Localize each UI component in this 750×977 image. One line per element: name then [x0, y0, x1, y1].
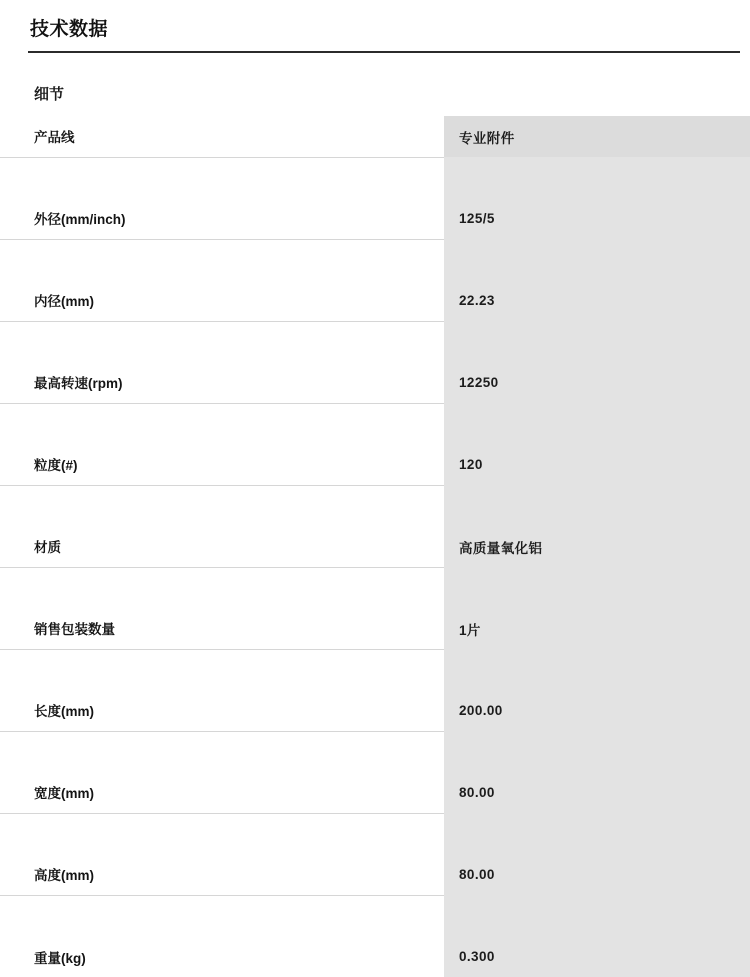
row-divider-fill [444, 895, 750, 936]
section-heading: 细节 [34, 86, 65, 103]
row-divider-fill [444, 321, 750, 362]
specifications-table-body [0, 116, 750, 977]
row-divider-line [0, 485, 444, 526]
row-divider [0, 321, 750, 362]
row-divider [0, 649, 750, 690]
row-divider [0, 895, 750, 936]
spec-key: 粒度(#) [0, 444, 444, 485]
row-divider [0, 239, 750, 280]
spec-key: 外径(mm/inch) [0, 198, 444, 239]
page-title: 技术数据 [30, 19, 109, 40]
spec-value: 200.00 [444, 690, 750, 731]
row-divider-fill [444, 731, 750, 772]
table-row [0, 116, 750, 157]
row-divider [0, 157, 750, 198]
spec-value: 22.23 [444, 280, 750, 321]
spec-value: 80.00 [444, 772, 750, 813]
table-row [0, 198, 750, 239]
spec-key: 高度(mm) [0, 854, 444, 895]
table-row [0, 608, 750, 649]
spec-value: 1片 [444, 608, 750, 649]
row-divider-fill [444, 813, 750, 854]
row-divider-line [0, 731, 444, 772]
table-row [0, 526, 750, 567]
row-divider-fill [444, 649, 750, 690]
specifications-table [0, 116, 750, 977]
table-row [0, 362, 750, 403]
row-divider-fill [444, 157, 750, 198]
spec-value: 80.00 [444, 854, 750, 895]
spec-value: 专业附件 [444, 116, 750, 157]
table-row [0, 280, 750, 321]
row-divider-line [0, 239, 444, 280]
row-divider [0, 485, 750, 526]
row-divider-line [0, 321, 444, 362]
row-divider-fill [444, 403, 750, 444]
spec-key: 产品线 [0, 116, 444, 157]
row-divider [0, 567, 750, 608]
spec-value: 125/5 [444, 198, 750, 239]
row-divider-line [0, 649, 444, 690]
spec-value: 高质量氧化铝 [444, 526, 750, 567]
row-divider [0, 403, 750, 444]
row-divider-fill [444, 567, 750, 608]
spec-key: 长度(mm) [0, 690, 444, 731]
row-divider-fill [444, 239, 750, 280]
row-divider-line [0, 813, 444, 854]
spec-key: 宽度(mm) [0, 772, 444, 813]
row-divider [0, 731, 750, 772]
spec-key: 内径(mm) [0, 280, 444, 321]
table-row [0, 772, 750, 813]
spec-key: 销售包装数量 [0, 608, 444, 649]
spec-value: 120 [444, 444, 750, 485]
table-row [0, 936, 750, 977]
spec-key: 重量(kg) [0, 936, 444, 977]
table-row [0, 854, 750, 895]
table-row [0, 690, 750, 731]
row-divider-fill [444, 485, 750, 526]
row-divider-line [0, 895, 444, 936]
spec-value: 12250 [444, 362, 750, 403]
row-divider-line [0, 403, 444, 444]
table-row [0, 444, 750, 485]
row-divider [0, 813, 750, 854]
row-divider-line [0, 157, 444, 198]
spec-key: 最高转速(rpm) [0, 362, 444, 403]
row-divider-line [0, 567, 444, 608]
spec-key: 材质 [0, 526, 444, 567]
spec-value: 0.300 [444, 936, 750, 977]
